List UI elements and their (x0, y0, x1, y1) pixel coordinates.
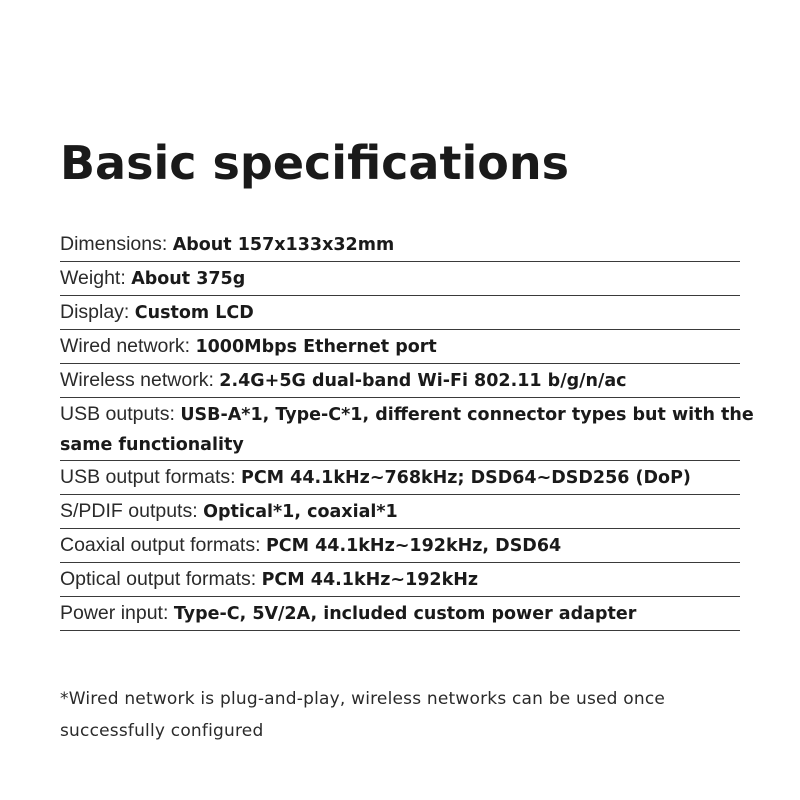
spec-label: Power input: (60, 602, 174, 624)
spec-value: USB-A*1, Type-C*1, different connector types but with the same functionality (60, 405, 754, 455)
spec-label: Dimensions: (60, 233, 173, 255)
spec-value: Optical*1, coaxial*1 (203, 502, 398, 522)
spec-value: 2.4G+5G dual-band Wi-Fi 802.11 b/g/n/ac (219, 371, 627, 391)
spec-value: Type-C, 5V/2A, included custom power adapter (173, 604, 637, 624)
spec-list (60, 228, 754, 631)
spec-row-display (60, 296, 740, 330)
spec-label: S/PDIF outputs: (60, 500, 204, 522)
spec-value: About 157x133x32mm (172, 235, 395, 255)
spec-value: PCM 44.1kHz~768kHz; DSD64~DSD256 (DoP) (241, 468, 691, 488)
spec-label: USB output formats: (60, 466, 241, 488)
spec-row-dimensions (60, 228, 740, 262)
spec-value: Custom LCD (134, 303, 254, 323)
spec-label: USB outputs: (60, 403, 181, 425)
spec-row-coaxial-output-formats (60, 529, 740, 563)
spec-value: About 375g (131, 269, 246, 289)
page-title: Basic specifications (60, 136, 569, 190)
spec-label: Weight: (60, 267, 132, 289)
spec-row-spdif-outputs (60, 495, 740, 529)
spec-row-power-input (60, 597, 740, 631)
spec-label: Display: (60, 301, 135, 323)
spec-value: PCM 44.1kHz~192kHz, DSD64 (265, 536, 562, 556)
spec-value: PCM 44.1kHz~192kHz (261, 570, 479, 590)
spec-value: 1000Mbps Ethernet port (195, 337, 437, 357)
spec-label: Optical output formats: (60, 568, 262, 590)
spec-row-weight (60, 262, 740, 296)
spec-label: Wireless network: (60, 369, 220, 391)
spec-row-usb-output-formats (60, 461, 740, 495)
spec-row-wireless-network (60, 364, 740, 398)
spec-label: Coaxial output formats: (60, 534, 266, 556)
spec-row-usb-outputs (60, 398, 795, 461)
spec-label: Wired network: (60, 335, 196, 357)
spec-row-optical-output-formats (60, 563, 740, 597)
spec-row-wired-network (60, 330, 740, 364)
footnote: *Wired network is plug-and-play, wireless networks can be used once successfully configured (60, 689, 666, 741)
